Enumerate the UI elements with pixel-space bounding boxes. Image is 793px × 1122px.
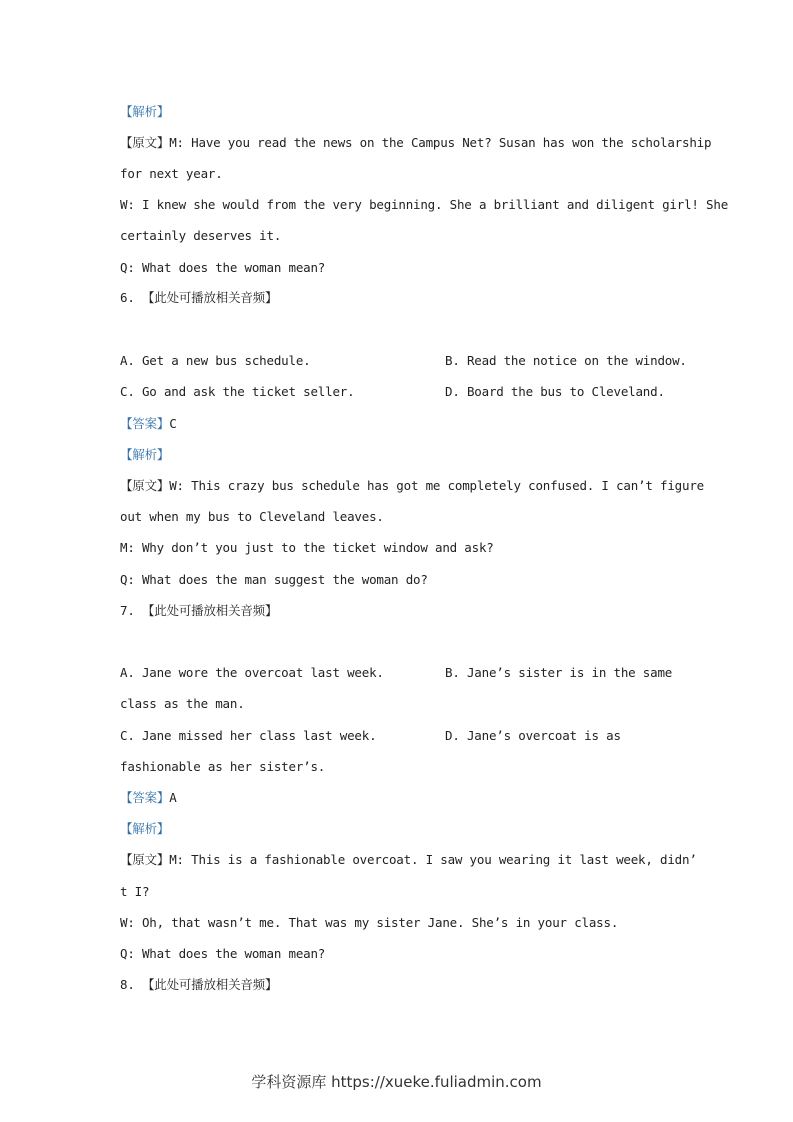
answer-value: C: [169, 416, 177, 431]
transcript-text: M: This is a fashionable overcoat. I saw you wearing it last week, didn’: [169, 852, 697, 867]
question-line: Q: What does the woman mean?: [120, 260, 326, 275]
analysis-label: 【解析】: [120, 104, 170, 119]
answer-value: A: [169, 790, 177, 805]
option-b: B. Read the notice on the window.: [445, 353, 687, 368]
transcript-line: W: Oh, that wasn’t me. That was my sister Jane. She’s in your class.: [120, 915, 619, 930]
option-d: D. Jane’s overcoat is as: [445, 728, 621, 743]
answer-line: [120, 790, 680, 806]
question-line: Q: What does the woman mean?: [120, 946, 326, 961]
transcript-line: certainly deserves it.: [120, 228, 282, 243]
option-c: C. Go and ask the ticket seller.: [120, 384, 355, 399]
question-number-6: 6. 【此处可播放相关音频】: [120, 290, 278, 305]
analysis-label: 【解析】: [120, 821, 170, 836]
option-a: A. Jane wore the overcoat last week.: [120, 665, 384, 680]
option-d: D. Board the bus to Cleveland.: [445, 384, 665, 399]
transcript-line: for next year.: [120, 166, 223, 181]
option-a: A. Get a new bus schedule.: [120, 353, 311, 368]
option-c: C. Jane missed her class last week.: [120, 728, 377, 743]
transcript-label: 【原文】: [120, 852, 170, 867]
answer-label: 【答案】: [120, 790, 170, 805]
transcript-line: M: Why don’t you just to the ticket window and ask?: [120, 540, 494, 555]
question-line: Q: What does the man suggest the woman do?: [120, 572, 428, 587]
answer-line: [120, 416, 680, 432]
transcript-line: [120, 852, 697, 868]
transcript-line: [120, 135, 712, 151]
analysis-label: 【解析】: [120, 447, 170, 462]
transcript-line: out when my bus to Cleveland leaves.: [120, 509, 384, 524]
transcript-label: 【原文】: [120, 135, 170, 150]
footer-watermark[interactable]: 学科资源库 https://xueke.fuliadmin.com: [251, 1073, 542, 1091]
option-b: B. Jane’s sister is in the same: [445, 665, 673, 680]
option-d-continued: fashionable as her sister’s.: [120, 759, 326, 774]
question-number-8: 8. 【此处可播放相关音频】: [120, 977, 278, 992]
transcript-text: W: This crazy bus schedule has got me completely confused. I can’t figure: [169, 478, 704, 493]
transcript-line: W: I knew she would from the very beginning. She a brilliant and diligent girl! She: [120, 197, 729, 212]
transcript-line: [120, 478, 704, 494]
transcript-label: 【原文】: [120, 478, 170, 493]
answer-label: 【答案】: [120, 416, 170, 431]
transcript-line: t I?: [120, 884, 150, 899]
option-b-continued: class as the man.: [120, 696, 245, 711]
transcript-text: M: Have you read the news on the Campus Net? Susan has won the scholarship: [169, 135, 712, 150]
question-number-7: 7. 【此处可播放相关音频】: [120, 603, 278, 618]
